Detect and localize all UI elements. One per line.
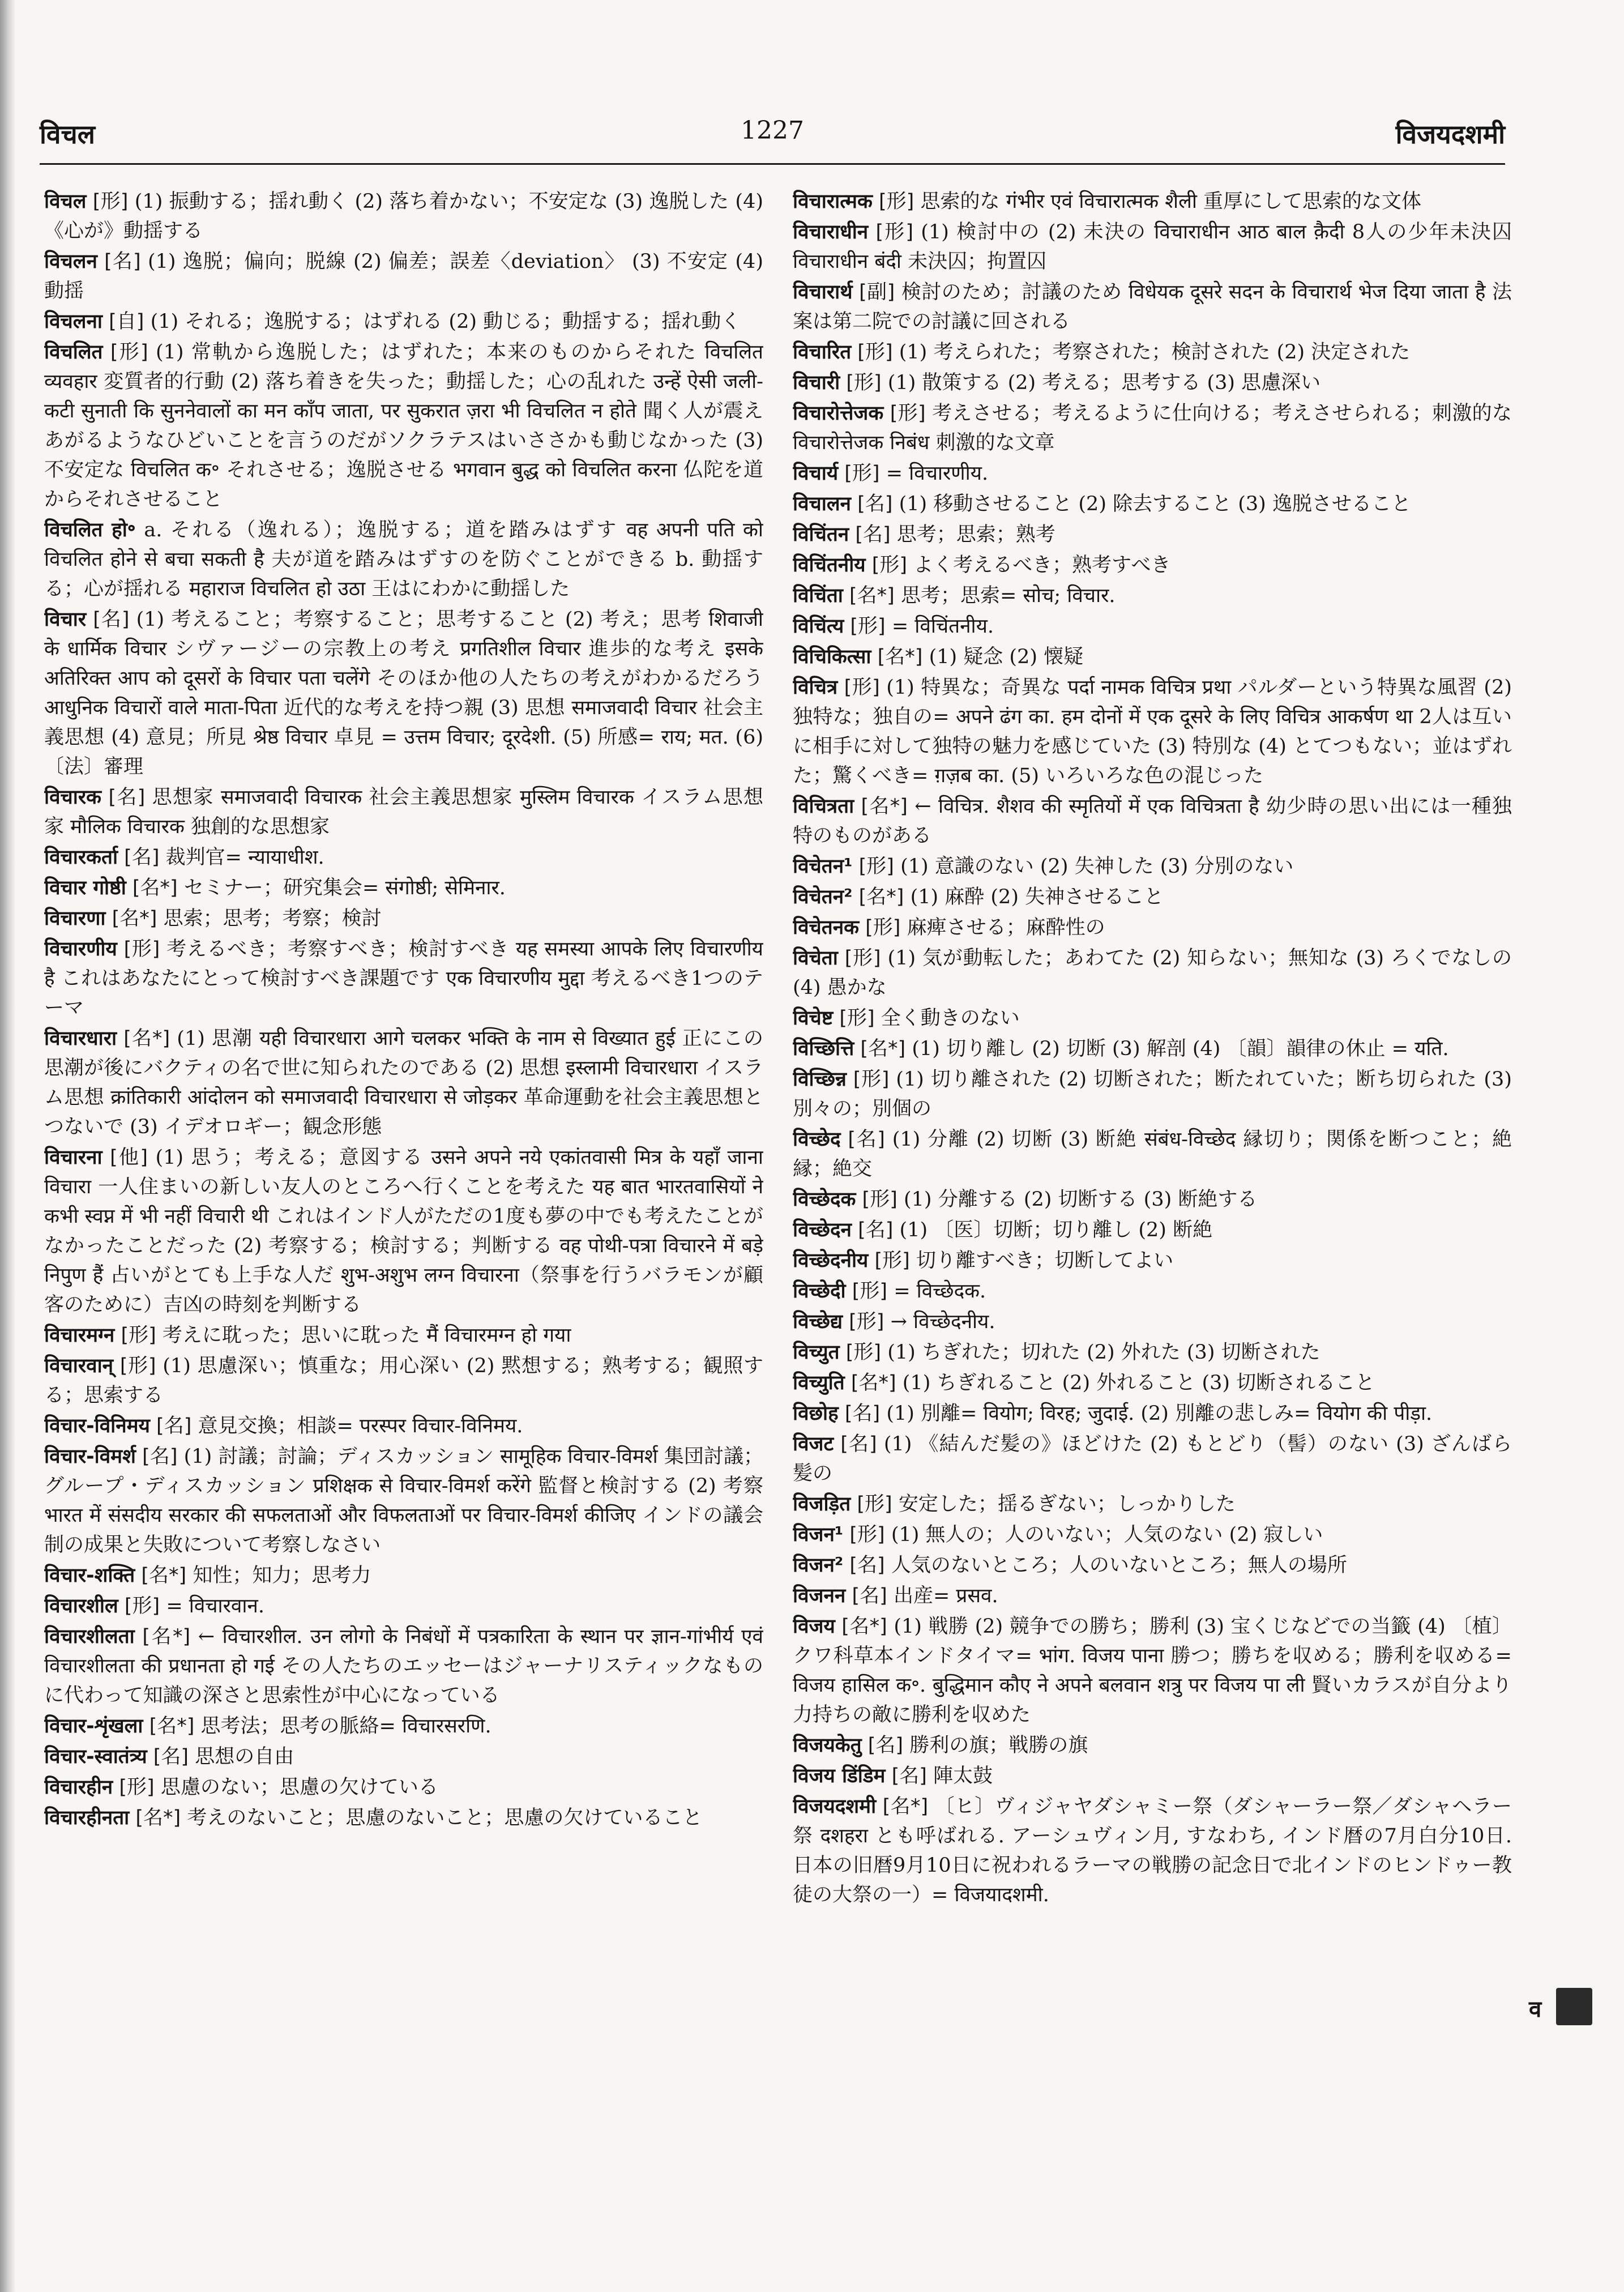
entry-part-of-speech: [形] (871, 554, 908, 577)
entry-headword: विचेतन¹ (793, 855, 853, 878)
dictionary-entry (44, 783, 763, 842)
entry-definition: = विचारणीय. (886, 462, 989, 485)
entry-part-of-speech: [名*] (860, 1038, 906, 1060)
entry-definition: 人気のないところ；人のいないところ；無人の場所 (891, 1554, 1347, 1577)
entry-definition: 思考；思索；熟考 (896, 523, 1055, 546)
entry-part-of-speech: [自] (109, 310, 144, 333)
dictionary-entry (793, 1520, 1512, 1550)
entry-part-of-speech: [名*] (135, 1807, 181, 1829)
entry-definition: 考えのないこと；思慮のないこと；思慮の欠けていること (187, 1807, 703, 1829)
entry-part-of-speech: [名*] (861, 795, 908, 818)
entry-part-of-speech: [形] (853, 1068, 890, 1091)
entry-definition: (1) 無人の；人のいない；人気のない (2) 寂しい (891, 1523, 1323, 1546)
dictionary-entry (44, 1742, 763, 1772)
scan-edge (0, 0, 16, 2292)
entry-definition: 全く動きのない (881, 1007, 1020, 1030)
entry-definition: 切り離すべき；切断してよい (916, 1249, 1174, 1272)
entry-headword: विजनन (793, 1585, 846, 1607)
entry-part-of-speech: [名] (848, 1128, 885, 1151)
entry-definition: (1) 特異な；奇異な पर्दा नामक विचित्र प्रथा パルダーという特異な風習 (2) 独特な；独自の= अपने ढंग का. हम दोनों में एक दूसरे के लिए विचित्र आकर्षण था 2人は互いに相手に対して独特の魅力を感じていた (3) 特別な (4) とてつもない；並はずれた；驚くべき= ग़ज़ब का. (5) いろいろな色の混じった (793, 676, 1512, 787)
dictionary-entry (793, 1065, 1512, 1124)
entry-headword: विच्छित्ति (793, 1038, 854, 1060)
entry-part-of-speech: [名] (867, 1734, 904, 1757)
entry-headword: विजन² (793, 1554, 844, 1577)
entry-headword: विचलना (44, 310, 102, 333)
entry-part-of-speech: [名*] (882, 1795, 929, 1818)
entry-headword: विजयदशमी (793, 1795, 877, 1818)
dictionary-entry (793, 278, 1512, 336)
entry-part-of-speech: [名*] (132, 877, 178, 899)
dictionary-entry (44, 1561, 763, 1590)
entry-definition: 出産= प्रसव. (893, 1585, 998, 1607)
entry-headword: विचारोत्तेजक (793, 402, 884, 425)
entry-part-of-speech: [名] (156, 1415, 192, 1437)
dictionary-entry (793, 612, 1512, 641)
dictionary-entry (793, 1277, 1512, 1306)
dictionary-entry (793, 1731, 1512, 1760)
thumb-index-tab (1529, 1988, 1597, 2028)
entry-definition: 裁判官= न्यायाधीश. (165, 846, 324, 869)
entry-definition: → विच्छेदनीय. (890, 1311, 995, 1333)
dictionary-entry (793, 217, 1512, 276)
entry-part-of-speech: [形] (110, 341, 148, 364)
entry-definition: (1) 別離= वियोग; विरह; जुदाई. (2) 別離の悲しみ= वियोग की पीड़ा. (886, 1402, 1433, 1425)
entry-part-of-speech: [形] (858, 855, 894, 878)
entry-part-of-speech: [形] (862, 1188, 898, 1211)
entry-headword: विचारात्मक (793, 190, 873, 213)
dictionary-entry (793, 1429, 1512, 1488)
dictionary-entry (793, 581, 1512, 611)
entry-headword: विच्छेद्य (793, 1311, 843, 1333)
entry-headword: विजट (793, 1433, 834, 1456)
entry-headword: विच्युति (793, 1372, 845, 1394)
entry-definition: セミナー；研究集会= संगोष्ठी; सेमिनार. (183, 877, 506, 899)
guide-word-right: विजयदशमी (1395, 119, 1505, 150)
entry-part-of-speech: [形] (839, 1007, 875, 1030)
entry-headword: विचारित (793, 341, 852, 364)
entry-definition: (1) 常軌から逸脱した；はずれた；本来のものからそれた विचलित व्यवहार 変質者的行動 (2) 落ち着きを失った；動揺した；心の乱れた उन्हें ऐसी जली-कटी सुनाती कि सुननेवालों का मन काँप जाता, पर सुकरात ज़रा भी विचलित न होते 聞く人が震えあがるようなひどいことを言うのだがソクラテスはいささかも動じなかった (3) 不安定な विचलित क॰ それさせる；逸脱させる भगवान बुद्ध को विचलित करना 仏陀を道からそれさせること (44, 341, 763, 511)
entry-definition: 考えるべき；考察すべき；検討すべき यह समस्या आपके लिए विचारणीय है これはあなたにとって検討すべき課題です एक विचारणीय मुद्दा 考えるべき1つのテーマ (44, 938, 763, 1019)
entry-definition: ← विचारशील. उन लोगो के निबंधों में पत्रकारिता के स्थान पर ज्ञान-गांभीर्य एवं विचारशीलता की प्रधानता हो गई その人たちのエッセーはジャーナリスティックなものに代わって知識の深さと思索性が中心になっている (44, 1625, 763, 1707)
page-header (40, 116, 1505, 156)
header-rule (40, 163, 1505, 165)
entry-definition: (1) 〔医〕切断；切り離し (2) 断絶 (899, 1219, 1213, 1241)
dictionary-entry (44, 1143, 763, 1320)
guide-word-left: विचल (40, 119, 95, 150)
dictionary-entry (44, 307, 763, 336)
dictionary-entry (793, 1581, 1512, 1611)
entry-headword: विचल (44, 190, 87, 213)
thumb-index-mark (1556, 1988, 1592, 2025)
dictionary-entry (44, 873, 763, 903)
entry-part-of-speech: [形] (874, 1249, 910, 1272)
entry-headword: विचलित हो॰ (44, 519, 136, 541)
dictionary-entry (793, 1125, 1512, 1184)
entry-part-of-speech: [形] (849, 1523, 885, 1546)
entry-headword: विचार-विनिमय (44, 1415, 150, 1437)
entry-definition: 思索的な गंभीर एवं विचारात्मक शैली 重厚にして思索的な文体 (920, 190, 1422, 213)
entry-headword: विचारार्थ (793, 281, 853, 304)
entry-definition: (1) 分離 (2) 切断 (3) 断絶 संबंध-विच्छेद 縁切り；関係を断つこと；絶縁；絶交 (793, 1128, 1512, 1180)
entry-headword: विचारमग्न (44, 1324, 115, 1347)
entry-definition: 思考法；思考の脈絡= विचारसरणि. (200, 1715, 492, 1738)
dictionary-entry (793, 1246, 1512, 1275)
entry-part-of-speech: [副] (859, 281, 895, 304)
entry-definition: (1) ちぎれた；切れた (2) 外れた (3) 切断された (887, 1341, 1320, 1364)
entry-part-of-speech: [形] (850, 615, 886, 638)
entry-headword: विचेतन² (793, 886, 853, 908)
dictionary-entry (44, 247, 763, 306)
entry-definition: 思想家 समाजवादी विचारक 社会主義思想家 मुस्लिम विचारक イスラム思想家 मौलिक विचारक 独創的な思想家 (44, 786, 763, 838)
entry-headword: विचारशील (44, 1595, 118, 1617)
entry-headword: विच्छेदन (793, 1219, 852, 1241)
dictionary-entry (44, 187, 763, 246)
entry-definition: (1) 移動させること (2) 除去すること (3) 逸脱させること (899, 493, 1411, 515)
entry-headword: विचारणा (44, 907, 106, 930)
entry-definition: (1) 分離する (2) 切断する (3) 断絶する (904, 1188, 1258, 1211)
left-column (44, 187, 763, 2248)
entry-definition: (1) 思慮深い；慎重な；用心深い (2) 黙想する；熟考する；観照する；思索する (44, 1355, 763, 1407)
entry-part-of-speech: [名*] (851, 1372, 896, 1394)
entry-part-of-speech: [形] (845, 1341, 882, 1364)
dictionary-entry (44, 1321, 763, 1350)
entry-definition: (1) それる；逸脱する；はずれる (2) 動じる；動揺する；揺れ動く (150, 310, 741, 333)
entry-part-of-speech: [名*] (123, 1027, 170, 1050)
entry-part-of-speech: [形] (865, 916, 901, 939)
dictionary-entry (793, 852, 1512, 881)
entry-part-of-speech: [形] (844, 947, 881, 970)
entry-headword: विचार-शक्ति (44, 1564, 135, 1587)
entry-definition: (1) 戦勝 (2) 競争での勝ち；勝利 (3) 宝くじなどでの当籤 (4) 〔植〕クワ科草本インドタイマ= भांग. विजय पाना 勝つ；勝ちを収める；勝利を収める= विजय हासिल क॰. बुद्धिमान कौए ने अपने बलवान शत्रु पर विजय पा ली 賢いカラスが自分より力持ちの敵に勝利を収めた (793, 1615, 1512, 1726)
entry-headword: विचिकित्सा (793, 646, 871, 668)
entry-definition: (1) 振動する；揺れ動く (2) 落ち着かない；不安定な (3) 逸脱した (4) 《心が》動揺する (44, 190, 763, 242)
entry-headword: विचित्रता (793, 795, 854, 818)
entry-part-of-speech: [名] (849, 1554, 885, 1577)
entry-part-of-speech: [形] (92, 190, 129, 213)
dictionary-entry (793, 1792, 1512, 1910)
entry-headword: विचारहीनता (44, 1807, 130, 1829)
entry-headword: विजयकेतु (793, 1734, 862, 1757)
entry-definition: = विच्छेदक. (894, 1280, 986, 1303)
entry-headword: विचार्य (793, 462, 839, 485)
dictionary-entry (793, 520, 1512, 549)
dictionary-entry (793, 368, 1512, 398)
entry-definition: (1) ちぎれること (2) 外れること (3) 切断されること (902, 1372, 1375, 1394)
entry-part-of-speech: [名] (104, 250, 141, 273)
dictionary-entry (44, 1411, 763, 1441)
dictionary-entry (793, 1399, 1512, 1428)
right-column (793, 187, 1512, 2248)
entry-headword: विचिंता (793, 584, 843, 607)
entry-definition: = विचारवान. (166, 1595, 264, 1617)
entry-part-of-speech: [名] (857, 493, 893, 515)
dictionary-entry (44, 843, 763, 872)
dictionary-entry (44, 1773, 763, 1802)
entry-part-of-speech: [名*] (841, 1615, 887, 1638)
dictionary-entry (793, 1185, 1512, 1214)
entry-definition: (1) 散策する (2) 考える；思考する (3) 思慮深い (887, 372, 1321, 394)
entry-headword: विचार-विमर्श (44, 1445, 136, 1468)
dictionary-entry (44, 338, 763, 514)
dictionary-entry (793, 1338, 1512, 1367)
entry-definition: 安定した；揺るぎない；しっかりした (898, 1493, 1236, 1516)
entry-part-of-speech: [名] (855, 523, 891, 546)
dictionary-entry (793, 882, 1512, 912)
entry-headword: विचार-स्वातंत्र्य (44, 1745, 147, 1768)
entry-headword: विचलित (44, 341, 103, 364)
entry-definition: 意見交換；相談= परस्पर विचार-विनिमय. (198, 1415, 523, 1437)
entry-part-of-speech: [名] (93, 608, 130, 631)
entry-part-of-speech: [名] (108, 786, 146, 809)
dictionary-entry (793, 1368, 1512, 1398)
entry-headword: विचार (44, 608, 87, 631)
entry-definition: 思慮のない；思慮の欠けている (160, 1776, 438, 1799)
entry-definition: (1) 疑念 (2) 懐疑 (929, 646, 1084, 668)
entry-headword: विचिंतन (793, 523, 849, 546)
entry-part-of-speech: [名] (124, 846, 160, 869)
entry-headword: विछोह (793, 1402, 839, 1425)
entry-part-of-speech: [他] (110, 1146, 148, 1169)
entry-headword: विचिंत्य (793, 615, 844, 638)
entry-part-of-speech: [形] (857, 341, 893, 364)
dictionary-entry (44, 1442, 763, 1560)
entry-definition: (1) 気が動転した；あわてた (2) 知らない；無知な (3) ろくでなしの (4) 愚かな (793, 947, 1512, 999)
entry-definition: 勝利の旗；戦勝の旗 (909, 1734, 1088, 1757)
dictionary-entry (44, 605, 763, 782)
entry-part-of-speech: [名] (844, 1402, 881, 1425)
entry-part-of-speech: [名*] (142, 1625, 191, 1648)
entry-part-of-speech: [名] (858, 1219, 894, 1241)
entry-definition: a. それる（逸れる）；逸脱する；道を踏みはずす वह अपनी पति को विचलित होने से बचा सकती है 夫が道を踏みはずすのを防ぐことができる b. 動揺する；心が揺れる महाराज विचलित हो उठा 王はにわかに動揺した (44, 519, 763, 600)
entry-part-of-speech: [名] (153, 1745, 189, 1768)
entry-part-of-speech: [名] (142, 1445, 178, 1468)
dictionary-entry (44, 1024, 763, 1142)
entry-headword: विचिंतनीय (793, 554, 866, 577)
entry-definition: (1) 麻酔 (2) 失神させること (910, 886, 1164, 908)
entry-part-of-speech: [形] (857, 1493, 892, 1516)
entry-part-of-speech: [名] (891, 1765, 927, 1787)
entry-part-of-speech: [名*] (141, 1564, 187, 1587)
entry-part-of-speech: [形] (852, 1280, 888, 1303)
entry-headword: विचार-शृंखला (44, 1715, 143, 1738)
entry-definition: (1) 逸脱；偏向；脱線 (2) 偏差；誤差〈deviation〉 (3) 不安定 (4) 動揺 (44, 250, 763, 302)
entry-definition: よく考えるべき；熟考すべき (913, 554, 1171, 577)
entry-part-of-speech: [形] (121, 1324, 156, 1347)
dictionary-entry (793, 489, 1512, 519)
entry-definition: (1) 考えられた；考察された；検討された (2) 決定された (899, 341, 1411, 364)
dictionary-entry (44, 1622, 763, 1710)
entry-definition: 〔ヒ〕ヴィジャヤダシャミー祭（ダシャーラー祭／ダシャヘラー祭 दशहरा とも呼ばれる. アーシュヴィン月, すなわち, インド暦の7月白分10日. 日本の旧暦9月10日に祝われるラーマの戦勝の記念日で北インドのヒンドゥー教徒の大祭の一）= विजयादशमी. (793, 1795, 1512, 1906)
entry-part-of-speech: [名*] (849, 584, 895, 607)
entry-definition: 検討のため；討議のため विधेयक दूसरे सदन के विचारार्थ भेज दिया जाता है 法案は第二院での討議に回される (793, 281, 1512, 333)
entry-headword: विच्छेदी (793, 1280, 846, 1303)
entry-part-of-speech: [名*] (112, 907, 157, 930)
entry-headword: विचेता (793, 947, 838, 970)
entry-definition: 思索；思考；考察；検討 (163, 907, 382, 930)
entry-part-of-speech: [形] (878, 190, 914, 213)
entry-part-of-speech: [形] (124, 1595, 160, 1617)
entry-headword: विचालन (793, 493, 851, 515)
entry-headword: विजय डिंडिम (793, 1765, 886, 1787)
entry-headword: विजन¹ (793, 1523, 844, 1546)
entry-headword: विजड़ित (793, 1493, 851, 1516)
entry-part-of-speech: [名*] (877, 646, 923, 668)
entry-headword: विचारी (793, 372, 840, 394)
entry-headword: विचारशीलता (44, 1625, 135, 1648)
entry-headword: विचारकर्ता (44, 846, 118, 869)
dictionary-entry (793, 1215, 1512, 1245)
entry-definition: (1) 討議；討論；ディスカッション सामूहिक विचार-विमर्श 集団討議；グループ・ディスカッション प्रशिक्षक से विचार-विमर्श करेंगे 監督と検討する (2) 考察 भारत में संसदीय सरकार की सफलताओं और विफलताओं पर विचार-विमर्श कीजिए インドの議会制の成果と失敗について考察しなさい (44, 1445, 763, 1556)
dictionary-entry (793, 338, 1512, 367)
entry-part-of-speech: [形] (846, 372, 882, 394)
entry-definition: (1) 思う；考える；意図する उसने अपने नये एकांतवासी मित्र के यहाँ जाना विचारा 一人住まいの新しい友人のところへ行くことを考えた यह बात भारतवासियों ने कभी स्वप्न में भी नहीं विचारी थी これはインド人がただの1度も夢の中でも考えたことがなかったことだった (2) 考察する；検討する；判断する वह पोथी-पत्रा विचारने में बड़े निपुण हैं 占いがとても上手な人だ शुभ-अशुभ लग्न विचारना（祭事を行うバラモンが顧客のために）吉凶の時刻を判断する (44, 1146, 763, 1316)
dictionary-entry (793, 944, 1512, 1002)
entry-headword: विचारणीय (44, 938, 117, 961)
entry-definition: 考えに耽った；思いに耽った मैं विचारमग्न हो गया (162, 1324, 571, 1347)
dictionary-entry (44, 904, 763, 933)
dictionary-entry (44, 1803, 763, 1833)
entry-definition: 考えさせる；考えるように仕向ける；考えさせられる；刺激的な विचारोत्तेजक निबंध 刺激的な文章 (793, 402, 1512, 454)
entry-headword: विजय (793, 1615, 835, 1638)
entry-part-of-speech: [形] (119, 1355, 156, 1377)
dictionary-entry (793, 1551, 1512, 1580)
dictionary-entry (793, 399, 1512, 458)
entry-headword: विच्युत (793, 1341, 840, 1364)
entry-part-of-speech: [形] (890, 402, 926, 425)
dictionary-entry (793, 1761, 1512, 1791)
entry-definition: 陣太鼓 (933, 1765, 993, 1787)
entry-headword: विचारहीन (44, 1776, 113, 1799)
entry-part-of-speech: [名*] (149, 1715, 195, 1738)
entry-definition: 麻痺させる；麻酔性の (907, 916, 1105, 939)
entry-part-of-speech: [名] (852, 1585, 887, 1607)
entry-part-of-speech: [名*] (858, 886, 904, 908)
entry-definition: (1) 意識のない (2) 失神した (3) 分別のない (900, 855, 1294, 878)
entry-part-of-speech: [形] (119, 1776, 155, 1799)
dictionary-entry (793, 187, 1512, 216)
entry-headword: विचलन (44, 250, 97, 273)
entry-headword: विचारवान् (44, 1355, 114, 1377)
entry-part-of-speech: [形] (844, 676, 880, 699)
entry-headword: विचित्र (793, 676, 838, 699)
dictionary-entry (44, 1591, 763, 1621)
entry-definition: 思考；思索= सोच; विचार. (900, 584, 1116, 607)
entry-headword: विचारना (44, 1146, 102, 1169)
entry-headword: विचार गोष्ठी (44, 877, 126, 899)
entry-headword: विच्छेद (793, 1128, 841, 1151)
entry-definition: = विचिंतनीय. (891, 615, 994, 638)
entry-part-of-speech: [形] (123, 938, 160, 961)
entry-definition: ← विचित्र. शैशव की स्मृतियों में एक विचित्रता है 幼少時の思い出には一種独特のものがある (793, 795, 1512, 847)
entry-headword: विच्छेदक (793, 1188, 856, 1211)
dictionary-entry (793, 1489, 1512, 1519)
dictionary-entry (793, 1307, 1512, 1337)
entry-definition: (1) 切り離された (2) 切断された；断たれていた；断ち切られた (3) 別々の；別個の (793, 1068, 1512, 1120)
dictionary-entry (793, 673, 1512, 791)
dictionary-entry (793, 1612, 1512, 1730)
dictionary-entry (793, 642, 1512, 672)
entry-definition: (1) 考えること；考察すること；思考すること (2) 考え；思考 शिवाजी के धार्मिक विचार シヴァージーの宗教上の考え प्रगतिशील विचार 進歩的な考え इसके अतिरिक्त आप को दूसरों के विचार पता चलेंगे そのほか他の人たちの考えがわかるだろう आधुनिक विचारों वाले माता-पिता 近代的な考えを持つ親 (3) 思想 समाजवादी विचार 社会主義思想 (4) 意見；所見 श्रेष्ठ विचार 卓見 = उत्तम विचार; दूरदेशी. (5) 所感= राय; मत. (6) 〔法〕審理 (44, 608, 763, 778)
dictionary-entry (793, 1034, 1512, 1064)
entry-definition: (1) 切り離し (2) 切断 (3) 解剖 (4) 〔韻〕韻律の休止 = यति. (912, 1038, 1449, 1060)
entry-headword: विचारधारा (44, 1027, 117, 1050)
dictionary-entry (44, 1711, 763, 1741)
dictionary-entry (793, 550, 1512, 580)
entry-headword: विचेष्ट (793, 1007, 834, 1030)
entry-definition: 知性；知力；思考力 (193, 1564, 371, 1587)
entry-headword: विचाराधीन (793, 221, 869, 244)
entry-part-of-speech: [形] (844, 462, 880, 485)
dictionary-entry (44, 934, 763, 1023)
entry-definition: (1) 思潮 यही विचारधारा आगे चलकर भक्ति के नाम से विख्यात हुई 正にこの思潮が後にバクティの名で世に知られたのである (2) 思想 इस्लामी विचारधारा イスラム思想 क्रांतिकारी आंदोलन को समाजवादी विचारधारा से जोड़कर 革命運動を社会主義思想とつないで (3) イデオロギー；観念形態 (44, 1027, 763, 1138)
dictionary-entry (793, 1004, 1512, 1033)
entry-definition: (1) 検討中の (2) 未決の विचाराधीन आठ बाल क़ैदी 8人の少年未決囚 विचाराधीन बंदी 未決囚；拘置囚 (793, 221, 1512, 273)
entry-headword: विचेतनक (793, 916, 860, 939)
dictionary-entry (44, 1351, 763, 1410)
dictionary-entry (793, 913, 1512, 942)
entry-headword: विचारक (44, 786, 102, 809)
dictionary-entry (793, 792, 1512, 851)
entry-headword: विच्छेदनीय (793, 1249, 869, 1272)
entry-definition: (1) 《結んだ髪の》ほどけた (2) もとどり（髻）のない (3) ざんばら髪の (793, 1433, 1512, 1485)
entry-part-of-speech: [形] (849, 1311, 884, 1333)
entry-definition: 思想の自由 (195, 1745, 294, 1768)
entry-headword: विच्छिन्न (793, 1068, 847, 1091)
thumb-index-letter: व (1529, 1996, 1542, 2022)
page-number: 1227 (741, 116, 804, 145)
dictionary-entry (44, 515, 763, 604)
dictionary-entry (793, 459, 1512, 488)
entry-part-of-speech: [形] (875, 221, 914, 244)
entry-part-of-speech: [名] (840, 1433, 877, 1456)
